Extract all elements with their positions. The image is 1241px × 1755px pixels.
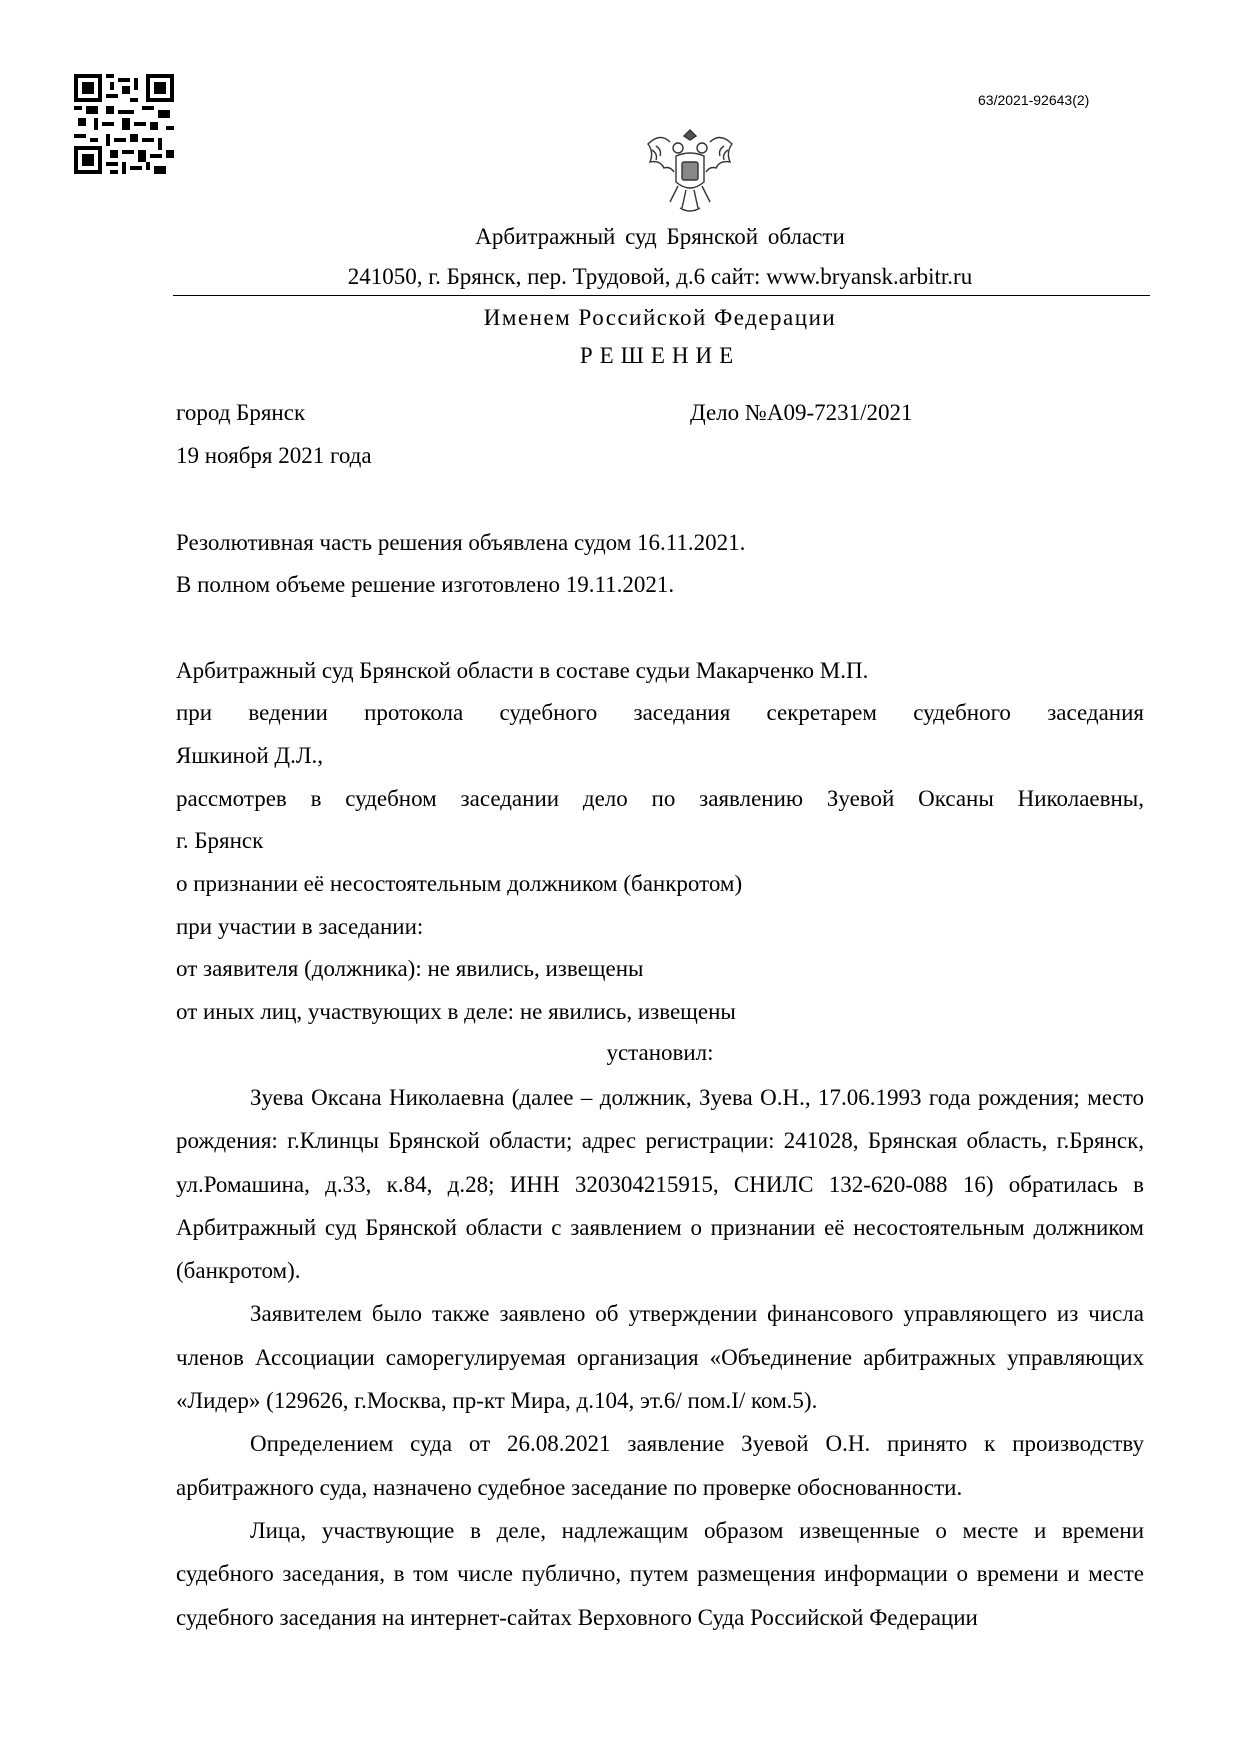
coat-of-arms-emblem [640, 122, 740, 222]
operative-part-note: Резолютивная часть решения объявлена судом 16.11.2021. [176, 530, 746, 555]
decision-body [176, 1076, 1144, 1639]
case-matter: о признании её несостоятельным должником (банкротом) [176, 871, 743, 896]
body-paragraph: Зуева Оксана Николаевна (далее – должник, Зуева О.Н., 17.06.1993 года рождения; место рождения: г.Клинцы Брянской области; адрес регистрации: 241028, Брянская область, г.Брянск, ул.Ромашина, д.33, к.84, д.28; ИНН 320304215915, СНИЛС 132-620-088 16) обратилась в Арбитражный суд Брянской области с заявлением о признании её несостоятельным должником (банкротом). [176, 1085, 1144, 1284]
document-reference-number: 63/2021-92643(2) [978, 92, 1090, 108]
applicant-city: г. Брянск [176, 828, 264, 853]
decision-title: РЕШЕНИЕ [579, 343, 741, 368]
court-composition: Арбитражный суд Брянской области в составе судьи Макарченко М.П. [176, 658, 869, 683]
full-text-note: В полном объеме решение изготовлено 19.11.2021. [176, 572, 675, 597]
established-heading: установил: [606, 1040, 714, 1065]
secretary-name: Яшкиной Д.Л., [176, 743, 323, 768]
court-address: 241050, г. Брянск, пер. Трудовой, д.6 сайт: www.bryansk.arbitr.ru [347, 264, 973, 289]
body-paragraph: Лица, участвующие в деле, надлежащим образом извещенные о месте и времени судебного заседания, в том числе публично, путем размещения информации о времени и месте судебного заседания на интернет-сайтах Верховного Суда Российской Федерации [176, 1517, 1144, 1630]
qr-code [74, 74, 174, 174]
body-paragraph: Заявителем было также заявлено об утверждении финансового управляющего из числа членов Ассоциации саморегулируемая организация «Объединение арбитражных управляющих «Лидер» (129626, г.Москва, пр-кт Мира, д.104, эт.6/ пом.I/ ком.5). [176, 1301, 1144, 1414]
in-the-name-heading: Именем Российской Федерации [483, 305, 837, 330]
body-paragraph: Определением суда от 26.08.2021 заявление Зуевой О.Н. принято к производству арбитражного суда, назначено судебное заседание по проверке обоснованности. [176, 1431, 1144, 1500]
court-name: Арбитражный суд Брянской области [475, 224, 845, 249]
participation-heading: при участии в заседании: [176, 914, 424, 939]
city: город Брянск [176, 400, 306, 425]
secretary-line: при ведении протокола судебного заседания секретарем судебного заседания [176, 700, 1144, 725]
applicant-attendance: от заявителя (должника): не явились, извещены [176, 956, 644, 981]
others-attendance: от иных лиц, участвующих в деле: не явились, извещены [176, 999, 736, 1024]
case-number: Дело №А09-7231/2021 [690, 400, 913, 425]
header-divider [173, 295, 1150, 296]
decision-date: 19 ноября 2021 года [176, 443, 372, 468]
case-subject-line: рассмотрев в судебном заседании дело по заявлению Зуевой Оксаны Николаевны, [176, 786, 1144, 811]
